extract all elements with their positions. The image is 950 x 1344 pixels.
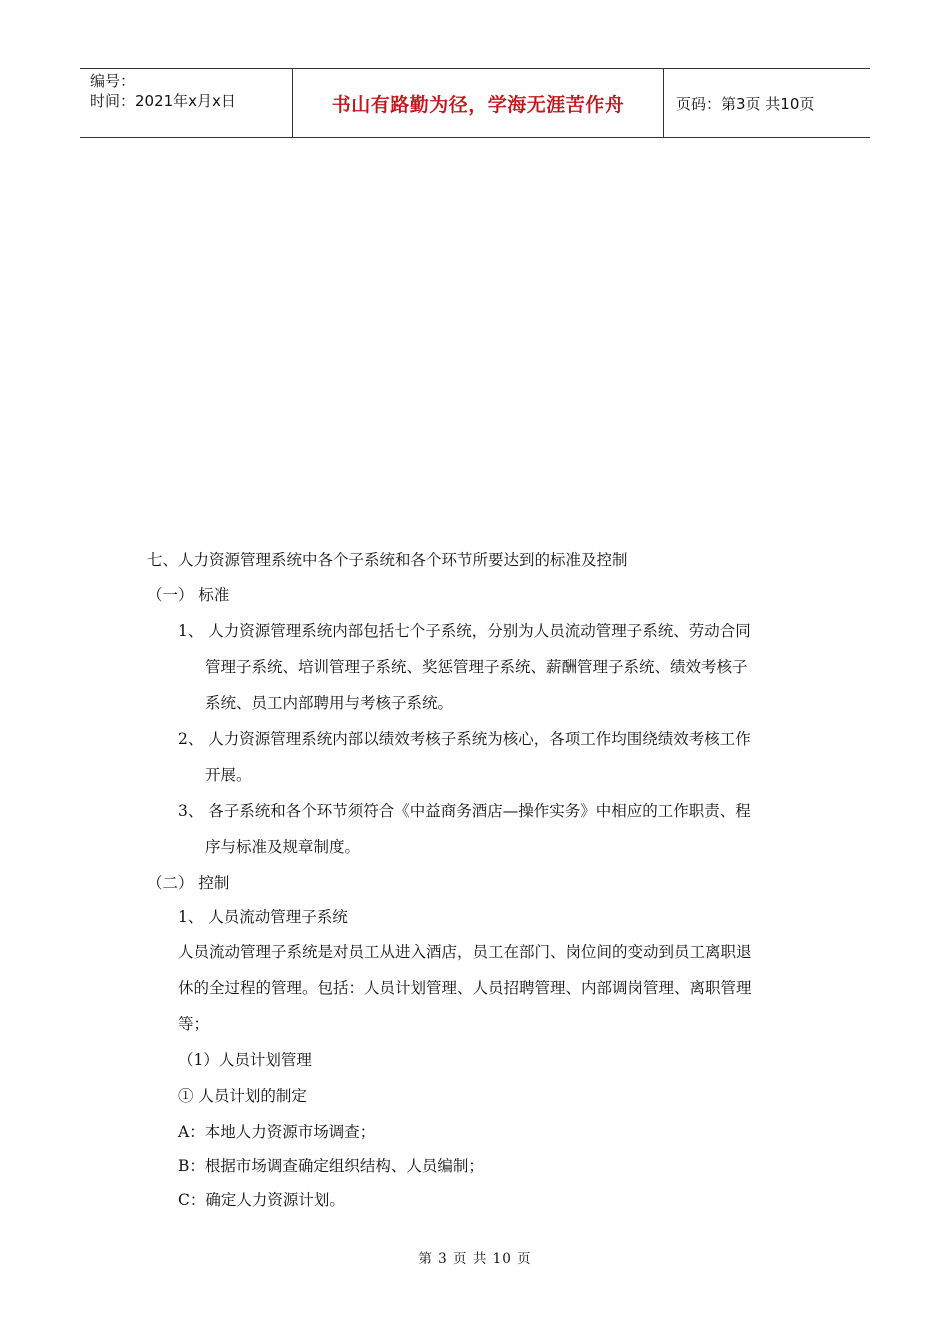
plan-item-b: B：根据市场调查确定组织结构、人员编制； bbox=[178, 1157, 484, 1175]
standard-item-2-line-2: 开展。 bbox=[205, 766, 252, 784]
control-sub1-para-line-1: 人员流动管理子系统是对员工从进入酒店，员工在部门、岗位间的变动到员工离职退 bbox=[178, 943, 752, 961]
standard-item-3-line-2: 序与标准及规章制度。 bbox=[205, 838, 361, 856]
control-sub1-para-line-3: 等； bbox=[178, 1015, 210, 1033]
number-label: 编号： bbox=[90, 72, 136, 90]
plan-item: ① 人员计划的制定 bbox=[178, 1087, 307, 1105]
standard-heading: （一） 标准 bbox=[147, 586, 230, 604]
standard-item-1-line-1: 1、 人力资源管理系统内部包括七个子系统，分别为人员流动管理子系统、劳动合同 bbox=[178, 622, 751, 640]
section-title: 七、人力资源管理系统中各个子系统和各个环节所要达到的标准及控制 bbox=[147, 551, 628, 569]
control-sub1-para-line-2: 休的全过程的管理。包括：人员计划管理、人员招聘管理、内部调岗管理、离职管理 bbox=[178, 979, 752, 997]
standard-item-3-line-1: 3、 各子系统和各个环节须符合《中益商务酒店—操作实务》中相应的工作职责、程 bbox=[178, 802, 751, 820]
standard-item-1-line-2: 管理子系统、培训管理子系统、奖惩管理子系统、薪酬管理子系统、绩效考核子 bbox=[205, 658, 748, 676]
plan-item-c: C：确定人力资源计划。 bbox=[178, 1191, 345, 1209]
standard-item-2-line-1: 2、 人力资源管理系统内部以绩效考核子系统为核心，各项工作均围绕绩效考核工作 bbox=[178, 730, 751, 748]
plan-item-a: A：本地人力资源市场调查； bbox=[178, 1123, 376, 1141]
standard-item-1-line-3: 系统、员工内部聘用与考核子系统。 bbox=[205, 694, 454, 712]
control-heading: （二） 控制 bbox=[147, 874, 230, 892]
plan-heading: （1）人员计划管理 bbox=[178, 1051, 312, 1069]
time-label: 时间：2021年x月x日 bbox=[90, 92, 236, 110]
header-motto: 书山有路勤为径，学海无涯苦作舟 bbox=[293, 69, 664, 137]
control-sub1-title: 1、 人员流动管理子系统 bbox=[178, 908, 348, 926]
document-header bbox=[80, 68, 870, 138]
header-page-info: 页码：第3页 共10页 bbox=[676, 94, 815, 113]
page-footer: 第 3 页 共 10 页 bbox=[418, 1251, 532, 1267]
header-meta-cell bbox=[80, 69, 293, 137]
